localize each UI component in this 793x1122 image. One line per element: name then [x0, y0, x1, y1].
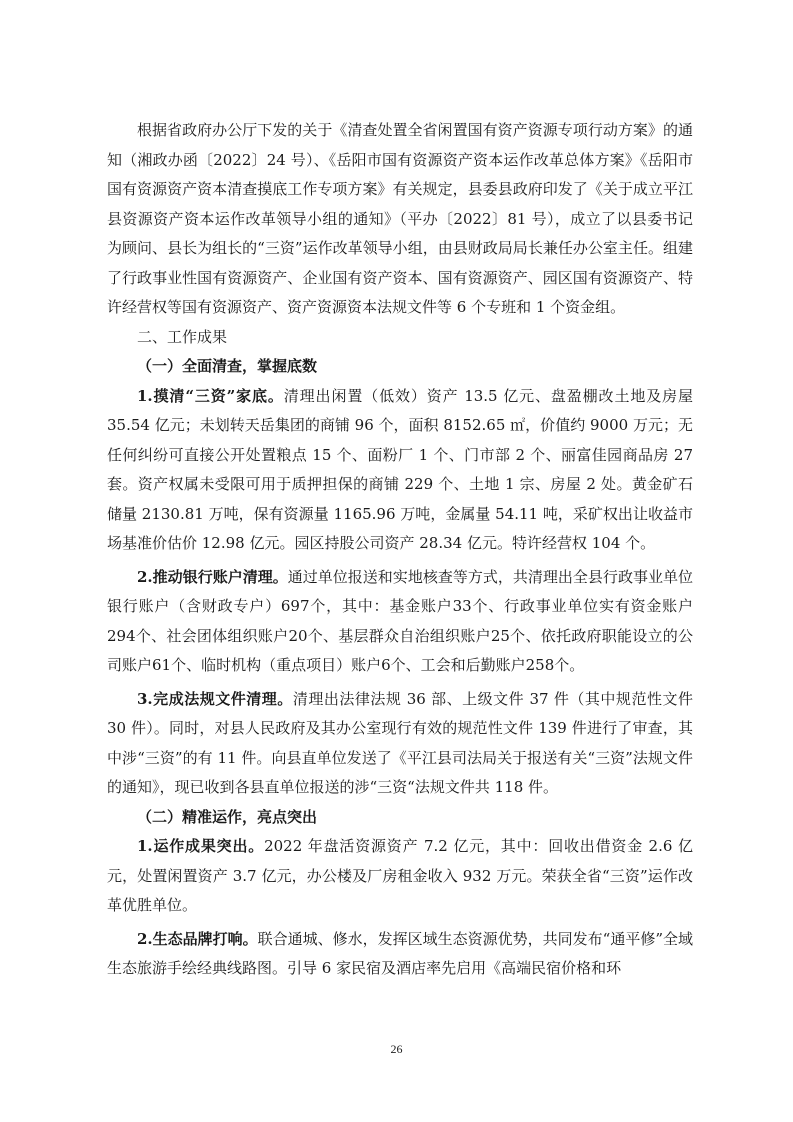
item-lead: 1.摸清“三资”家底。 — [137, 386, 284, 405]
item-text: 清理出法律法规 36 部、上级文件 37 件（其中规范性文件 30 件）。同时，对县人民政府及其办公室现行有效的规范性文件 139 件进行了审查，其中涉“三资”的有 11 件。向县直单位发送了《平江县司法局关于报送有关“三资”法规文件的通知》，现已收到各县直单位报送的涉“三资“法规文件共 118 件。 — [107, 689, 693, 796]
item-lead: 2.推动银行账户清理。 — [137, 567, 288, 586]
item-lead: 3.完成法规文件清理。 — [137, 689, 293, 708]
item-lead: 2.生态品牌打响。 — [137, 929, 258, 948]
item-text: 通过单位报送和实地核查等方式，共清理出全县行政事业单位银行账户（含财政专户）697个，其中：基金账户33个、行政事业单位实有资金账户294个、社会团体组织账户20个、基层群众自治组织账户25个、依托政府职能设立的公司账户61个、临时机构（重点项目）账户6个、工会和后勤账户258个。 — [107, 567, 693, 674]
item-text: 联合通城、修水，发挥区域生态资源优势，共同发布“通平修”全域生态旅游手绘经典线路图。引导 6 家民宿及酒店率先启用《高端民宿价格和环 — [107, 929, 694, 977]
intro-paragraph: 根据省政府办公厅下发的关于《清查处置全省闲置国有资产资源专项行动方案》的通知（湘政办函〔2022〕24 号）、《岳阳市国有资源资产资本运作改革总体方案》《岳阳市国有资源资产资本清查摸底工作专项方案》有关规定，县委县政府印发了《关于成立平江县资源资产资本运作改革领导小组的通知》（平办〔2022〕81 号），成立了以县委书记为顾问、县长为组长的“三资”运作改革领导小组，由县财政局局长兼任办公室主任。组建了行政事业性国有资源资产、企业国有资产资本、国有资源资产、园区国有资源资产、特许经营权等国有资源资产、资产资源资本法规文件等 6 个专班和 1 个资金组。 — [107, 121, 693, 316]
item-text: 2022 年盘活资源资产 7.2 亿元，其中：回收出借资金 2.6 亿元，处置闲置资产 3.7 亿元，办公楼及厂房租金收入 932 万元。荣获全省“三资”运作改革优胜单位。 — [107, 837, 693, 914]
page-number: 26 — [390, 1042, 403, 1056]
item-lead: 1.运作成果突出。 — [137, 837, 265, 855]
subsection-heading-inventory: （一）全面清查，掌握底数 — [137, 357, 318, 375]
item-text: 清理出闲置（低效）资产 13.5 亿元、盘盈棚改土地及房屋 35.54 亿元；未划转天岳集团的商铺 96 个，面积 8152.65 ㎡，价值约 9000 万元；无任何纠纷可直接公开处置粮点 15 个、面粉厂 1 个、门市部 2 个、丽富佳园商品房 27 套。资产权属未受限可用于质押担保的商铺 229 个、土地 1 宗、房屋 2 处。黄金矿石储量 2130.81 万吨，保有资源量 1165.96 万吨，金属量 54.11 吨，采矿权出让收益市场基准价估价 12.98 亿元。园区持股公司资产 28.34 亿元。特许经营权 104 个。 — [107, 386, 693, 552]
item-paragraph-eco-brand — [107, 925, 693, 984]
document-body — [107, 116, 693, 984]
item-paragraph-operation-results — [107, 832, 693, 921]
item-paragraph-regulations — [107, 685, 693, 803]
item-paragraph-assets — [107, 382, 693, 559]
item-paragraph-bank-accounts — [107, 563, 693, 681]
section-heading-results: 二、工作成果 — [137, 327, 228, 346]
subsection-heading-operation: （二）精准运作，亮点突出 — [137, 807, 318, 826]
